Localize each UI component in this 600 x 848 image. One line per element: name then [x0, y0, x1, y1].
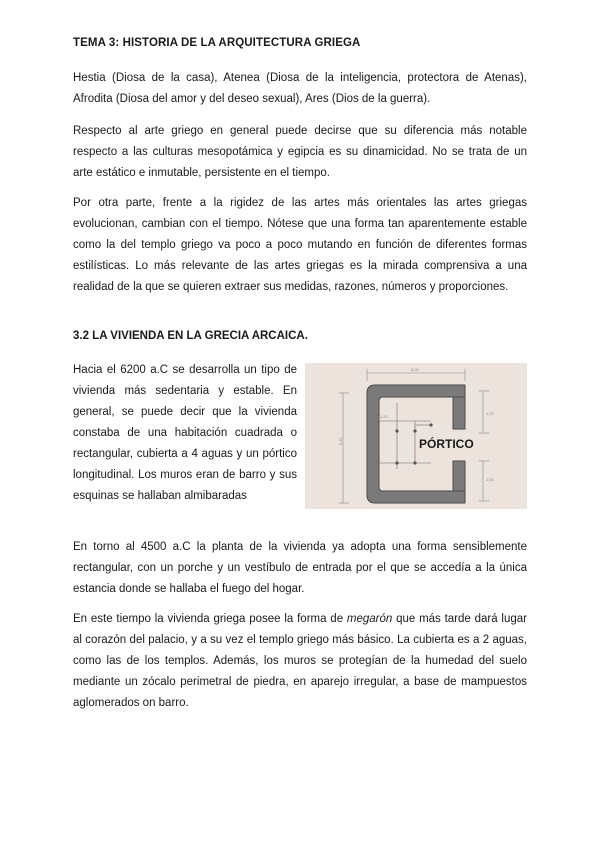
- interior-axes: [379, 403, 431, 469]
- page-title: TEMA 3: HISTORIA DE LA ARQUITECTURA GRIEGA: [73, 37, 361, 49]
- svg-text:1,20: 1,20: [380, 414, 388, 419]
- svg-text:6,00: 6,00: [411, 367, 419, 372]
- portico-label: PÓRTICO: [419, 437, 474, 451]
- paragraph-house-4500: En torno al 4500 a.C la planta de la vivienda ya adopta una forma sensiblemente rectangular, con un porche y un vestíbulo de entrada por el que se accedía a la única estancia donde se hallaba el fuego del hogar.: [73, 541, 527, 595]
- megaron-text-before: En este tiempo la vivienda griega posee la forma de: [73, 613, 347, 625]
- wall-antae-top: [453, 397, 465, 429]
- paragraph-house-6200: Hacia el 6200 a.C se desarrolla un tipo de vivienda más sedentaria y estable. En general, se puede decir que la vivienda constaba de una habitación cuadrada o rectangular, cubierta a 4 aguas y un pórtico longitudinal. Los muros eran de barro y sus esquinas se hallaban almibaradas: [73, 364, 297, 502]
- svg-text:5,70: 5,70: [338, 437, 343, 445]
- svg-text:1,65: 1,65: [486, 477, 494, 482]
- wall-antae-bottom: [453, 461, 465, 491]
- dimension-labels: [338, 367, 495, 482]
- megaron-text-after: que más tarde dará lugar al corazón del palacio, y a su vez el templo griego más básico. La cubierta es a 2 aguas, como las de los templos. Además, los muros se protegían de la humedad del suelo mediante un zócalo perimetral de piedra, en aparejo irregular, a base de mampuestos aglomerados on barro.: [73, 613, 527, 709]
- megaron-term: megarón: [346, 613, 393, 625]
- paragraph-evolution: Por otra parte, frente a la rigidez de las artes más orientales las artes griegas evolucionan, cambian con el tiempo. Nótese que una forma tan aparentemente estable como la del templo griego va poco a poco mutando en función de diferentes formas estilísticas. Lo más relevante de las artes griegas es la mirada comprensiva a una realidad de la que se quieren extraer sus medidas, razones, números y proporciones.: [73, 197, 527, 293]
- section-heading: 3.2 LA VIVIENDA EN LA GRECIA ARCAICA.: [73, 330, 308, 342]
- paragraph-dynamism: Respecto al arte griego en general puede decirse que su diferencia más notable respecto a las culturas mesopotámica y egipcia es su dinamicidad. No se trata de un arte estático e inmutable, persistente en el tiempo.: [73, 125, 527, 179]
- megaron-plan-drawing: [305, 363, 527, 509]
- paragraph-gods: Hestia (Diosa de la casa), Atenea (Diosa de la inteligencia, protectora de Atenas), Afrodita (Diosa del amor y del deseo sexual), Ares (Dios de la guerra).: [73, 72, 527, 105]
- paragraph-megaron: [73, 609, 527, 714]
- svg-text:1,75: 1,75: [486, 411, 494, 416]
- megaron-plan-figure: [305, 363, 527, 509]
